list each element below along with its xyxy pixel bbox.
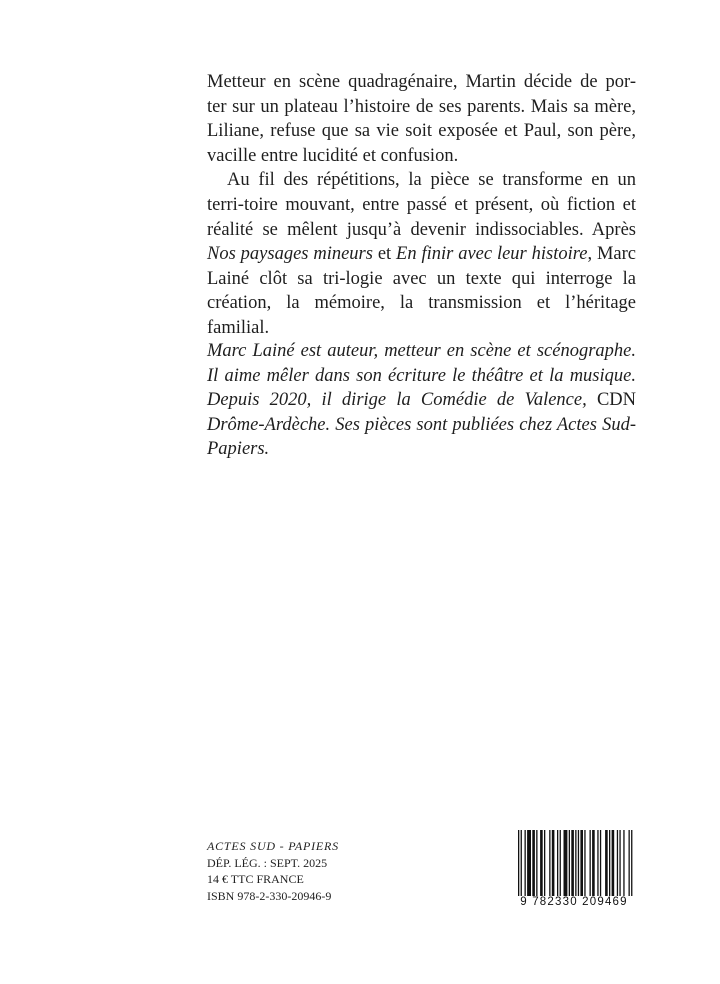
barcode-bar <box>532 830 535 896</box>
barcode-bar <box>590 830 591 896</box>
barcode-bar <box>564 830 568 896</box>
barcode-bar <box>584 830 585 896</box>
summary-text <box>207 70 636 341</box>
barcode-bar <box>518 830 519 896</box>
barcode-bar <box>549 830 550 896</box>
barcode-bar <box>592 830 595 896</box>
barcode-bar <box>578 830 579 896</box>
barcode-bar <box>525 830 526 896</box>
summary-p1-line-3: Liliane, refuse que sa vie soit exposée et Paul, son père, <box>207 121 636 142</box>
summary-p2-text-a: Au fil des répétitions, la pièce se transforme en un terri-toire mouvant, entre passé et présent, où fiction et réalité se mêlent jusqu’à devenir indissociables. Après <box>207 170 636 240</box>
barcode-bar <box>629 830 630 896</box>
barcode-bar <box>609 830 610 896</box>
barcode-bar <box>557 830 558 896</box>
bio-text-a: Marc Lainé est auteur, metteur en scène et scénographe. Il aime mêler dans son écriture le théâtre et la musique. Depuis 2020, il dirige la Comédie de Valence, <box>207 341 636 411</box>
summary-p1-line-2: ter sur un plateau l’histoire de ses parents. Mais sa mère, <box>207 96 636 117</box>
barcode-digits: 9 782330 209469 <box>510 896 638 908</box>
barcode-bar <box>569 830 570 896</box>
summary-paragraph-1 <box>207 70 636 168</box>
barcode-bar <box>597 830 598 896</box>
barcode-bar <box>631 830 632 896</box>
barcode-bar <box>619 830 620 896</box>
barcode-bar <box>544 830 545 896</box>
barcode-bar <box>612 830 615 896</box>
barcode-bar <box>536 830 537 896</box>
summary-p2-text-b: et <box>372 244 397 265</box>
barcode-bar <box>527 830 531 896</box>
legal-deposit: DÉP. LÉG. : SEPT. 2025 <box>207 855 328 870</box>
barcode-bar <box>575 830 576 896</box>
isbn: ISBN 978-2-330-20946-9 <box>207 888 332 903</box>
summary-p1-line-1: Metteur en scène quadragénaire, Martin décide de por- <box>207 72 636 92</box>
barcode-bar <box>617 830 618 896</box>
barcode-bar <box>560 830 561 896</box>
price: 14 € TTC FRANCE <box>207 872 304 886</box>
bio-text-b: Drôme-Ardèche. Ses pièces sont publiées chez Actes Sud-Papiers. <box>207 414 636 460</box>
barcode-bar <box>623 830 624 896</box>
barcode-bar <box>521 830 522 896</box>
barcode-bar <box>600 830 601 896</box>
barcode-bar <box>552 830 555 896</box>
publisher-name: ACTES SUD - PAPIERS <box>207 839 339 853</box>
book-title-nos-paysages-mineurs: Nos paysages mineurs <box>207 244 373 265</box>
imprint-block <box>207 838 339 904</box>
barcode-bar <box>571 830 574 896</box>
author-bio <box>207 339 636 462</box>
barcode-bar <box>605 830 608 896</box>
summary-p2-text-c: , Marc Lainé clôt sa tri-logie avec un texte qui interroge la création, la mémoire, la transmission et l’héritage familial. <box>207 244 636 338</box>
barcode-bar <box>540 830 543 896</box>
bio-cdn: CDN <box>596 390 636 411</box>
barcode-bar <box>580 830 583 896</box>
book-title-en-finir-avec-leur-histoire: En finir avec leur histoire <box>396 244 588 265</box>
summary-paragraph-2 <box>207 168 636 340</box>
summary-p1-line-4: vacille entre lucidité et confusion. <box>207 145 459 166</box>
